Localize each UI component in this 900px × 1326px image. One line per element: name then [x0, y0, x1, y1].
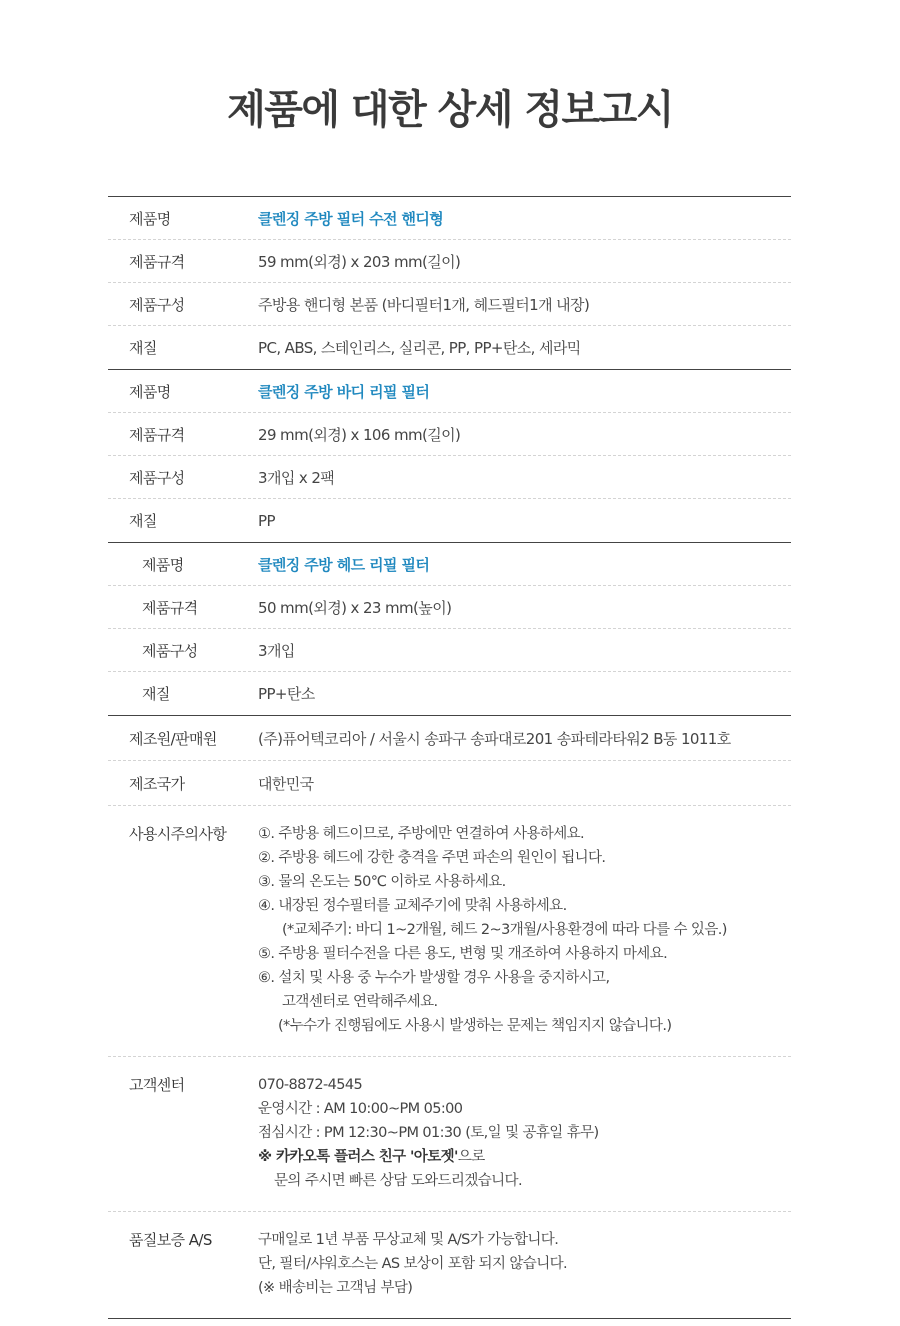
table-row [108, 629, 791, 672]
row-label: 제조국가 [129, 774, 185, 793]
phone-number: 070-8872-4545 [258, 1077, 363, 1093]
warranty-line: (※ 배송비는 고객님 부담) [258, 1280, 413, 1296]
precaution-note: (*누수가 진행됨에도 사용시 발생하는 문제는 책임지지 않습니다.) [278, 1018, 672, 1034]
row-label: 제품구성 [129, 468, 185, 487]
row-label: 고객센터 [129, 1076, 185, 1094]
table-row [108, 586, 791, 629]
precaution-item: ③. 물의 온도는 50℃ 이하로 사용하세요. [258, 874, 506, 890]
row-label: 재질 [142, 685, 170, 703]
precaution-item: ②. 주방용 헤드에 강한 충격을 주면 파손의 원인이 됩니다. [258, 850, 606, 866]
product-name: 클렌징 주방 필터 수전 핸디형 [258, 209, 444, 228]
table-row [108, 326, 791, 369]
customer-center-details [258, 1073, 599, 1193]
row-value: PP [258, 511, 275, 530]
row-label: 품질보증 A/S [129, 1231, 212, 1249]
table-row [108, 413, 791, 456]
table-row [108, 370, 791, 413]
warranty-line: 단, 필터/샤워호스는 AS 보상이 포함 되지 않습니다. [258, 1256, 568, 1272]
row-label: 제품규격 [129, 252, 185, 271]
table-row [108, 499, 791, 542]
row-value: 3개입 x 2팩 [258, 468, 335, 487]
kakao-notice-cont: 문의 주시면 빠른 상담 도와드리겠습니다. [274, 1173, 522, 1189]
row-value: 29 mm(외경) x 106 mm(길이) [258, 425, 461, 444]
row-value: 50 mm(외경) x 23 mm(높이) [258, 598, 452, 617]
product-section-body-refill [108, 369, 791, 542]
row-label: 제품명 [142, 555, 184, 574]
product-name: 클렌징 주방 헤드 리필 필터 [258, 555, 430, 574]
table-row [108, 806, 791, 1057]
precaution-item: ①. 주방용 헤드이므로, 주방에만 연결하여 사용하세요. [258, 826, 585, 842]
warranty-details [258, 1228, 567, 1300]
row-label: 제품규격 [129, 425, 185, 444]
table-row [108, 761, 791, 806]
row-label: 제품구성 [142, 641, 198, 660]
row-label: 제품규격 [142, 598, 198, 617]
precaution-item: ④. 내장된 정수필터를 교체주기에 맞춰 사용하세요. [258, 898, 567, 914]
precautions-list [258, 822, 727, 1038]
table-row [108, 543, 791, 586]
product-section-handy [108, 196, 791, 369]
kakao-channel-name: ※ 카카오톡 플러스 친구 '아토젯' [258, 1149, 458, 1165]
row-value: 3개입 [258, 641, 295, 660]
table-row [108, 1212, 791, 1318]
product-section-head-refill [108, 542, 791, 715]
table-row [108, 240, 791, 283]
row-label: 제품명 [129, 209, 171, 228]
warranty-line: 구매일로 1년 부품 무상교체 및 A/S가 가능합니다. [258, 1232, 559, 1248]
manufacturer-value: (주)퓨어텍코리아 / 서울시 송파구 송파대로201 송파테라타워2 B동 1011호 [258, 729, 731, 748]
product-name: 클렌징 주방 바디 리필 필터 [258, 382, 430, 401]
precaution-item: ⑤. 주방용 필터수전을 다른 용도, 변형 및 개조하여 사용하지 마세요. [258, 946, 668, 962]
table-row [108, 197, 791, 240]
precaution-note: (*교체주기: 바디 1~2개월, 헤드 2~3개월/사용환경에 따라 다를 수 있음.) [282, 922, 727, 938]
row-label: 사용시주의사항 [129, 825, 227, 843]
table-row [108, 672, 791, 715]
precaution-item: ⑥. 설치 및 사용 중 누수가 발생할 경우 사용을 중지하시고, [258, 970, 610, 986]
row-label: 재질 [129, 339, 157, 357]
product-info-table [108, 196, 791, 1319]
row-value: 주방용 핸디형 본품 (바디필터1개, 헤드필터1개 내장) [258, 295, 590, 314]
row-value: 59 mm(외경) x 203 mm(길이) [258, 252, 461, 271]
precaution-item-cont: 고객센터로 연락해주세요. [282, 994, 438, 1010]
row-label: 제품명 [129, 382, 171, 401]
table-row [108, 1057, 791, 1212]
country-value: 대한민국 [258, 774, 314, 793]
page-title: 제품에 대한 상세 정보고시 [227, 87, 673, 133]
kakao-suffix: 으로 [457, 1149, 485, 1165]
row-label: 제품구성 [129, 295, 185, 314]
row-label: 제조원/판매원 [129, 729, 217, 748]
lunch-hours: 점심시간 : PM 12:30~PM 01:30 (토,일 및 공휴일 휴무) [258, 1125, 599, 1141]
kakao-notice [258, 1145, 599, 1169]
row-label: 재질 [129, 512, 157, 530]
row-value: PP+탄소 [258, 685, 315, 703]
table-row [108, 283, 791, 326]
operating-hours: 운영시간 : AM 10:00~PM 05:00 [258, 1101, 463, 1117]
row-value: PC, ABS, 스테인리스, 실리콘, PP, PP+탄소, 세라믹 [258, 339, 581, 357]
table-row [108, 456, 791, 499]
general-info-section [108, 715, 791, 1319]
table-row [108, 716, 791, 761]
